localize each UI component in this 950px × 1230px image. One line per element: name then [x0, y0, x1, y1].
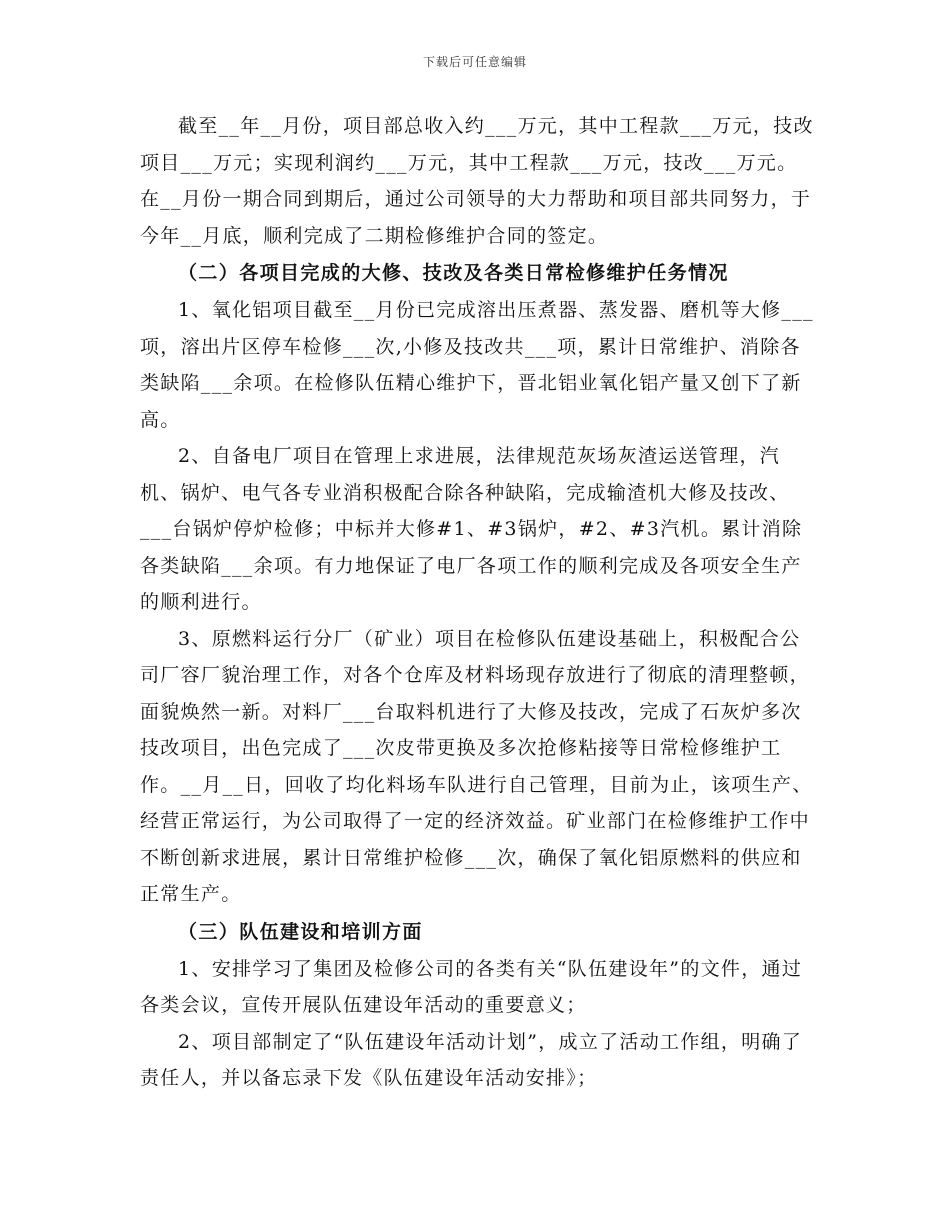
paragraph-raw-fuel-project: 3、原燃料运行分厂（矿业）项目在检修队伍建设基础上，积极配合公司厂容厂貌治理工作，对各个仓库及材料场现存放进行了彻底的清理整顿，面貌焕然一新。对料厂___台取料机进行了大修及技改，完成了石灰炉多次技改项目，出色完成了___次皮带更换及多次抢修粘接等日常检修维护工作。__月__日，回收了均化料场车队进行自己管理，目前为止，该项生产、经营正常运行，为公司取得了一定的经济效益。矿业部门在检修维护工作中不断创新求进展，累计日常维护检修___次，确保了氧化铝原燃料的供应和正常生产。: [140, 627, 813, 905]
document-body: [140, 108, 816, 1097]
section-heading-2: （二）各项目完成的大修、技改及各类日常检修维护任务情况: [178, 262, 729, 284]
paragraph-revenue: 截至__年__月份，项目部总收入约___万元，其中工程款___万元，技改项目___万元；实现利润约___万元，其中工程款___万元，技改___万元。在__月份一期合同到期后，通过公司领导的大力帮助和项目部共同努力，于今年__月底，顺利完成了二期检修维护合同的签定。: [140, 115, 814, 247]
paragraph-team-study: 1、安排学习了集团及检修公司的各类有关“队伍建设年”的文件，通过各类会议，宣传开展队伍建设年活动的重要意义；: [140, 957, 803, 1016]
page-header: 下载后可任意编辑: [422, 55, 527, 69]
paragraph-alumina-project: 1、氧化铝项目截至__月份已完成溶出压煮器、蒸发器、磨机等大修___项，溶出片区停车检修___次,小修及技改共___项，累计日常维护、消除各类缺陷___余项。在检修队伍精心维护下，晋北铝业氧化铝产量又创下了新高。: [140, 299, 814, 431]
section-heading-3: （三）队伍建设和培训方面: [178, 920, 423, 943]
paragraph-power-plant: 2、自备电厂项目在管理上求进展，法律规范灰场灰渣运送管理，汽机、锅炉、电气各专业消积极配合除各种缺陷，完成输渣机大修及技改、___台锅炉停炉检修；中标并大修#1、#3锅炉，#2、#3汽机。累计消除各类缺陷___余项。有力地保证了电厂各项工作的顺利完成及各项安全生产的顺利进行。: [140, 445, 803, 613]
paragraph-team-plan: 2、项目部制定了“队伍建设年活动计划”，成立了活动工作组，明确了责任人，并以备忘录下发《队伍建设年活动安排》；: [140, 1030, 803, 1089]
